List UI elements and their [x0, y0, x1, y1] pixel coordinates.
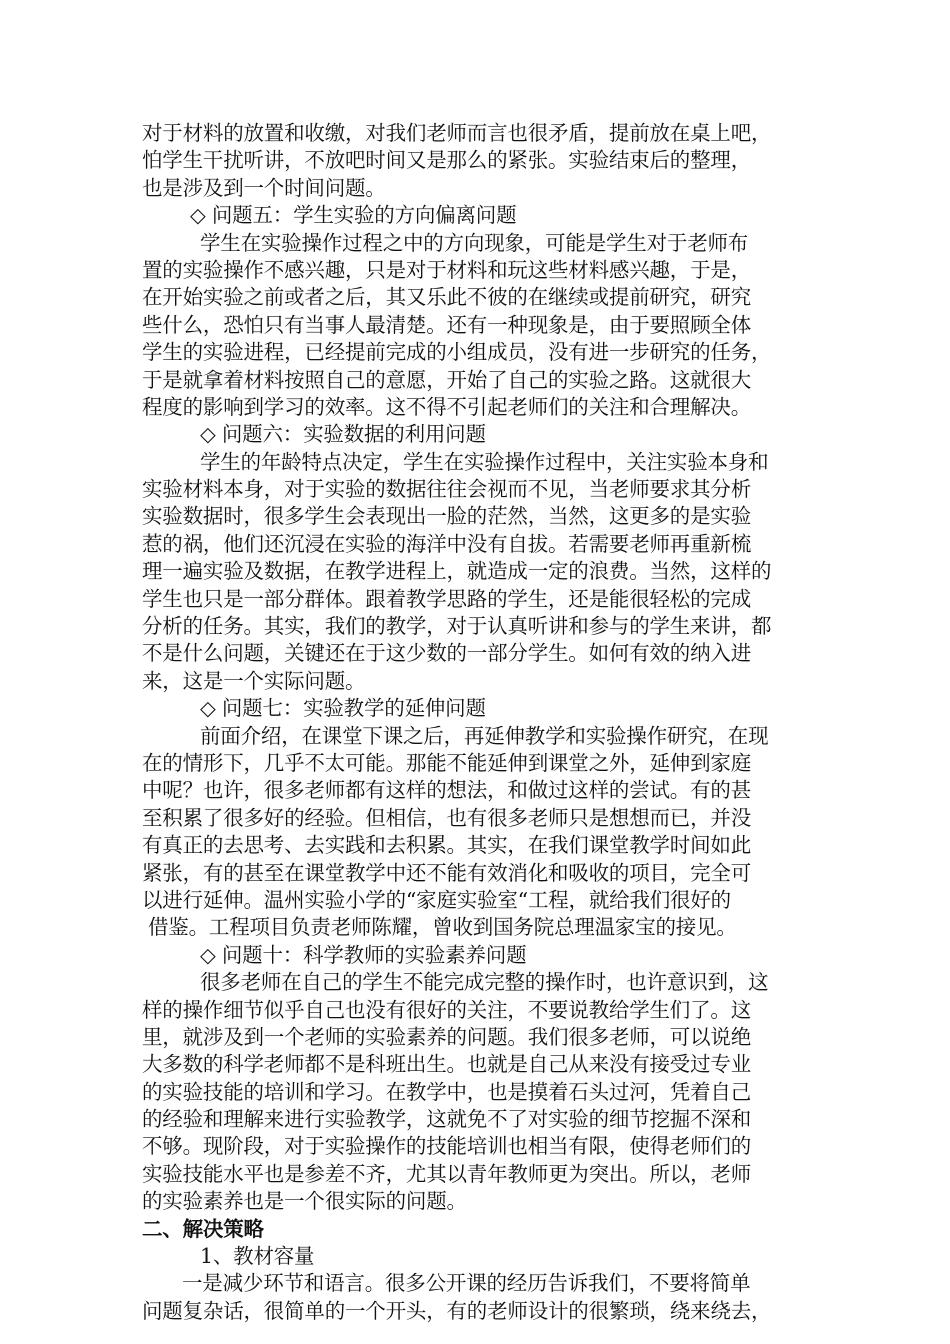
text-line: 问题复杂话，很简单的一个开头，有的老师设计的很繁琐，绕来绕去， [142, 1298, 772, 1323]
text-line: 以进行延伸。温州实验小学的“家庭实验室“工程，就给我们很好的 [142, 887, 731, 912]
text-line: 在的情形下，几乎不太可能。那能不能延伸到课堂之外，延伸到家庭 [142, 750, 751, 775]
text-line: ◇ 问题五：学生实验的方向偏离问题 [190, 203, 517, 228]
text-line: 实验数据时，很多学生会表现出一脸的茫然，当然，这更多的是实验 [142, 504, 751, 529]
text-line: 有真正的去思考、去实践和去积累。其实，在我们课堂教学时间如此 [142, 833, 751, 858]
text-line: 的实验技能的培训和学习。在教学中，也是摸着石头过河，凭着自己 [142, 1079, 751, 1104]
text-line: 在开始实验之前或者之后，其又乐此不彼的在继续或提前研究，研究 [142, 285, 751, 310]
text-line: 一是减少环节和语言。很多公开课的经历告诉我们，不要将简单 [182, 1271, 751, 1296]
text-line: 的实验素养也是一个很实际的问题。 [142, 1189, 467, 1214]
text-line: 对于材料的放置和收缴，对我们老师而言也很矛盾，提前放在桌上吧， [142, 121, 772, 145]
text-line: 1、教材容量 [200, 1244, 315, 1269]
text-line: 实验技能水平也是参差不齐，尤其以青年教师更为突出。所以，老师 [142, 1161, 751, 1186]
text-line: 很多老师在自己的学生不能完成完整的操作时，也许意识到，这 [200, 970, 769, 995]
text-line: 样的操作细节似乎自己也没有很好的关注，不要说教给学生们了。这 [142, 997, 751, 1022]
text-line: 于是就拿着材料按照自己的意愿，开始了自己的实验之路。这就很大 [142, 367, 751, 392]
text-line: 学生的年龄特点决定，学生在实验操作过程中，关注实验本身和 [200, 449, 769, 474]
text-line: 中呢？也许，很多老师都有这样的想法，和做过这样的尝试。有的甚 [142, 778, 751, 803]
text-line: 学生的实验进程，已经提前完成的小组成员，没有进一步研究的任务， [142, 340, 772, 365]
text-line: 紧张，有的甚至在课堂教学中还不能有效消化和吸收的项目，完全可 [142, 860, 751, 885]
text-line: 来，这是一个实际问题。 [142, 668, 366, 693]
document-page [142, 120, 812, 1325]
text-line: 分析的任务。其实，我们的教学，对于认真听讲和参与的学生来讲，都 [142, 614, 772, 639]
text-line: 学生也只是一部分群体。跟着教学思路的学生，还是能很轻松的完成 [142, 586, 751, 611]
text-line: 大多数的科学老师都不是科班出生。也就是自己从来没有接受过专业 [142, 1052, 751, 1077]
text-line: 也是涉及到一个时间问题。 [142, 175, 386, 200]
text-line: 些什么，恐怕只有当事人最清楚。还有一种现象是，由于要照顾全体 [142, 312, 751, 337]
text-line: 怕学生干扰听讲，不放吧时间又是那么的紧张。实验结束后的整理， [142, 148, 751, 173]
text-line: 至积累了很多好的经验。但相信，也有很多老师只是想想而已，并没 [142, 805, 751, 830]
text-line: ◇ 问题十：科学教师的实验素养问题 [200, 942, 527, 967]
text-line: 前面介绍，在课堂下课之后，再延伸教学和实验操作研究，在现 [200, 723, 769, 748]
text-line: 不是什么问题，关键还在于这少数的一部分学生。如何有效的纳入进 [142, 641, 751, 666]
text-line: ◇ 问题七：实验教学的延伸问题 [200, 696, 486, 721]
text-line: 程度的影响到学习的效率。这不得不引起老师们的关注和合理解决。 [142, 394, 751, 419]
text-line: 不够。现阶段，对于实验操作的技能培训也相当有限，使得老师们的 [142, 1134, 751, 1159]
text-line: 理一遍实验及数据，在教学进程上，就造成一定的浪费。当然，这样的 [142, 559, 772, 584]
text-line: 置的实验操作不感兴趣，只是对于材料和玩这些材料感兴趣，于是， [142, 257, 751, 282]
text-line: 实验材料本身，对于实验的数据往往会视而不见，当老师要求其分析 [142, 477, 751, 502]
section-heading: 二、解决策略 [142, 1216, 264, 1241]
text-line: 学生在实验操作过程之中的方向现象，可能是学生对于老师布 [200, 230, 749, 255]
text-line: 惹的祸，他们还沉浸在实验的海洋中没有自拔。若需要老师再重新梳 [142, 531, 751, 556]
text-line: 的经验和理解来进行实验教学，这就免不了对实验的细节挖掘不深和 [142, 1107, 751, 1132]
text-line: ◇ 问题六：实验数据的利用问题 [200, 422, 486, 447]
text-line: 里，就涉及到一个老师的实验素养的问题。我们很多老师，可以说绝 [142, 1024, 751, 1049]
text-line: 借鉴。工程项目负责老师陈耀，曾收到国务院总理温家宝的接见。 [148, 915, 737, 940]
